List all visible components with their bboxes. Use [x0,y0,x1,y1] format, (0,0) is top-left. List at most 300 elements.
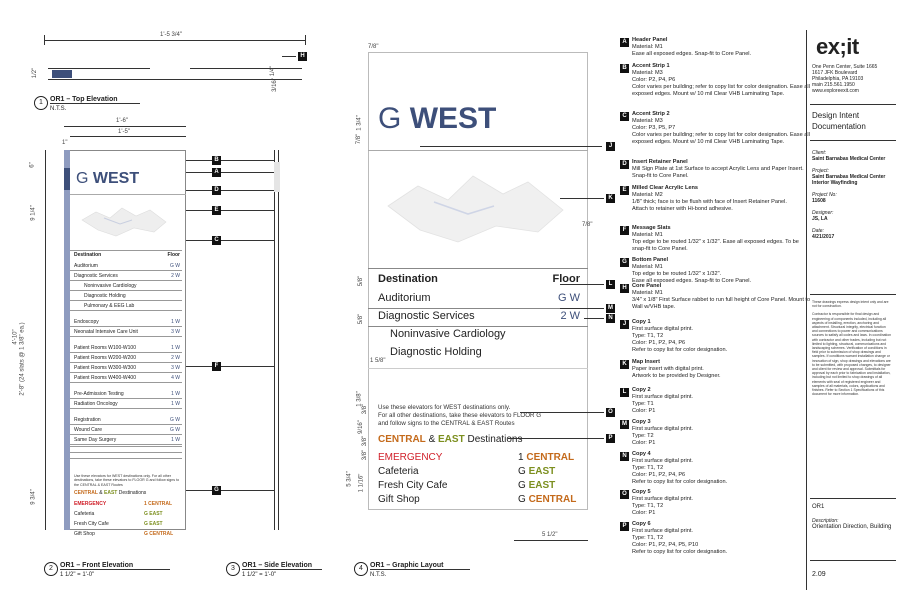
fe-row-name: Diagnostic Services [74,273,118,279]
callout-line-g [186,490,274,491]
sign-code: OR1 [812,504,825,510]
tag-m: M [608,305,613,311]
tag-c: C [212,236,221,245]
legend-item [632,159,812,180]
legend-tag: N [620,452,629,461]
fe-row-floor: 1 W [171,391,180,397]
legend-item [632,63,812,98]
divider [70,270,182,271]
gl-dim-e7: 5 3/4" [346,471,353,487]
fe-row [74,436,182,444]
divider [810,294,896,295]
central-label: CENTRAL [378,434,426,445]
callout-line-j [420,146,602,147]
tag-p: P [606,434,615,443]
fe-row [74,302,192,310]
legend-item-line: Mill Sign Plate at 1st Surface to accept Acrylic Lens and Paper Insert. Snap-fit to Core Panel. [632,166,804,179]
top-dim-right1: 1/4" [270,65,277,77]
fe-row [74,374,182,382]
fe-dim-top3: 1" [62,140,68,146]
legend-item-line: Refer to copy list for color designation. [632,347,728,353]
legend-item-line: Material: M2 [632,192,663,198]
top-plan-break [150,66,190,70]
fe-row-name: Patient Rooms W100-W100 [74,345,136,351]
gl-row [378,346,582,358]
top-plan-header-block [52,70,72,78]
divider [70,458,182,459]
tag-k: K [606,194,615,203]
gl-bottom-name: Gift Shop [378,494,420,505]
callout-line-f [186,366,274,367]
legend-item-line: Ease all exposed edges. Snap-fit to Core Panel. [632,51,752,57]
divider [70,372,182,373]
title-block-border [806,30,807,590]
gl-dim-left-small: 1 5/8" [370,358,386,364]
gl-dim-e3: 9/16" [357,420,364,434]
central-label: CENTRAL [74,490,98,496]
legend-item-line: Top edge to be routed 1/32" x 1/32". [632,271,722,277]
caption-scale: 1 1/2" = 1'-0" [242,572,277,578]
gl-row-name: Diagnostic Holding [390,346,482,358]
divider [70,382,182,383]
legend-tag: H [620,284,629,293]
gl-row-floor: 2 W [560,310,580,322]
gl-header [378,102,496,136]
legend-item-line: Type: T1 [632,401,654,407]
fe-row-floor: 3 W [171,329,180,335]
tag-o: O [606,408,615,417]
gl-header-letter: G [378,102,402,135]
side-panel-edge [278,150,279,530]
fe-row-floor: G W [170,417,180,423]
fe-bottom-row [74,520,182,528]
callout-line-a [186,172,274,173]
legend-item-title: Bottom Panel [632,257,669,263]
legend-item-line: Color: P1, P2, P4, P5, P10 [632,542,699,548]
fe-dim-v2: 9 1/4" [30,205,37,221]
fe-bottom-name: Fresh City Cafe [74,521,109,527]
gl-bottom-floor-num: 1 [518,452,524,463]
tag-f: F [212,362,221,371]
tag-g: G [212,486,221,495]
fe-row-floor: 3 W [171,365,180,371]
legend-item-line: Paper insert with digital print. [632,366,704,372]
legend-tag: O [620,490,629,499]
legend-item-line: Refer to copy list for color designation. [632,549,728,555]
divider [70,310,182,311]
tag-j: J [606,142,615,151]
legend-item-title: Accent Strip 2 [632,111,670,117]
fe-bottom-name: EMERGENCY [74,501,107,507]
legend-item-line: Type: T1, T2 [632,465,664,471]
fe-elevator-note: Use these elevators for WEST destinations only. For all other destinations, take these elevators to FLOOR G and follow signs to the CENTRAL & EAST Routes [74,474,180,487]
fe-row-floor: G W [170,263,180,269]
fe-row-floor: 4 W [171,375,180,381]
fe-row-floor: 1 W [171,319,180,325]
caption-scale: N.T.S. [50,106,67,112]
legend-item-line: 1/8" thick; face is to be flush with face of Insert Retainer Panel. [632,199,787,205]
gl-row-name: Diagnostic Services [378,310,475,322]
divider [368,308,588,309]
fe-bottom-floor: G EAST [144,511,163,517]
divider [368,368,588,369]
gl-bottom-name: EMERGENCY [378,452,443,463]
callout-line-d [186,190,274,191]
legend-item-line: Color: P1, P2, P4, P6 [632,340,686,346]
fe-accent-strip [64,150,70,530]
fe-row [74,426,182,434]
legend-item [632,225,812,253]
legend-item-line: Refer to copy list for color designation. [632,479,728,485]
fe-row-name: Same Day Surgery [74,437,117,443]
legend-item [632,185,812,213]
legend-item-line: Color: P2, P4, P6 [632,77,676,83]
gl-dim-top: 7/8" [368,44,379,50]
divider [70,326,182,327]
legend-item-line: Material: M3 [632,70,663,76]
gl-bottom-floor [518,494,576,505]
caption-number: 3 [226,562,240,576]
fe-row-name: Patient Rooms W400-W400 [74,375,136,381]
dim-line [514,540,588,541]
legend-item [632,319,812,354]
fe-row [74,292,192,300]
fe-row-floor: 2 W [171,355,180,361]
gl-bottom-floor [518,480,555,491]
gl-bottom-row [378,466,578,477]
legend-item-line: Artwork to be provided by Designer. [632,373,721,379]
caption-scale: N.T.S. [370,572,387,578]
legend-item-title: Milled Clear Acrylic Lens [632,185,699,191]
legend-item-title: Insert Retainer Panel [632,159,688,165]
callout-line-e [186,210,274,211]
gl-bottom-floor-word: CENTRAL [528,494,577,505]
fe-row-name: Pulmonary & EEG Lab [84,303,135,309]
disclaimer-2: Contractor is responsible for final design and engineering of components included, including all aspects of installing, erection, anchoring and attachment. Structural integrity, electrical function and connections to power and communications sources to satisfy all codes and laws. In coordination with contractor and other trades, including but not limited to lighting, structural, communications and landscaping schemes. Verification of conditions in field prior to submission of shop drawings and samples. If conditions warrant installation change or innovation of sign, shop drawings and elevations are to be submitted, with proposed changes, to designer and client for review and approval. Submittals for approval by each prior to fabrication and installation, including but not limited to shop drawings of all elements with seal of registered engineer and samples of all materials, colors, applications and finishes. Refer to Section 1 Specifications of this document for more information. [812,312,891,397]
legend-item-line: First surface digital print. [632,426,693,432]
address-line: main 215.561.1950 [812,82,855,88]
fe-row [74,364,182,372]
legend-item-line: Top edge to be routed 1/32" x 1/32". Ease all exposed edges. To be snap-fit to Core Panel. [632,239,799,252]
divider [70,290,182,291]
fe-row-floor: 1 W [171,345,180,351]
gl-dim-row2: 5/8" [358,313,365,325]
description-value: Orientation Direction, Building [812,524,892,530]
doc-type: Design Intent Documentation [812,111,866,131]
legend-item-line: Color: P3, P5, P7 [632,125,676,131]
fe-row-name: Noninvasive Cardiology [84,283,137,289]
dim-tick [305,35,306,45]
gl-bottom-name: Fresh City Cafe [378,480,448,491]
fe-row-floor: 2 W [171,273,180,279]
divider [810,104,896,105]
fe-bottom-name: Gift Shop [74,531,95,537]
fe-row-name: Pre-Admission Testing [74,391,124,397]
legend-item-line: First surface digital print. [632,496,693,502]
dim-line [64,126,186,127]
address-line: One Penn Center, Suite 1665 [812,64,878,70]
divider [810,498,896,499]
gl-dim-e2: 3/8" [362,403,369,415]
fe-row-name: Neonatal Intensive Care Unit [74,329,138,335]
fe-row [74,272,182,280]
legend-item-line: First surface digital print. [632,458,693,464]
project-info [812,150,892,240]
fe-row-floor: 1 W [171,401,180,407]
legend-item-line: Material: M1 [632,44,663,50]
date-label: Date: [812,228,824,234]
divider [810,140,896,141]
east-label: EAST [438,434,465,445]
legend-item-line: Material: M3 [632,118,663,124]
address-line: Philadelphia, PA 19103 [812,76,864,82]
gl-dim-e1: 1 3/8" [356,391,363,407]
caption-title: OR1 – Graphic Layout [370,562,470,570]
destinations-label: Destinations [467,434,523,445]
fe-bottom-floor: G EAST [144,521,163,527]
address-block [812,64,877,94]
divider [368,326,588,327]
divider [70,194,186,195]
fe-row [74,416,182,424]
callout-line-m [560,308,604,309]
caption-number: 4 [354,562,368,576]
disclaimer-1: These drawings express design intent only and are not for construction. [812,300,889,309]
fe-row [74,318,182,326]
caption-title: OR1 – Front Elevation [60,562,170,570]
divider [70,280,182,281]
gl-elevator-note [378,404,541,428]
callout-line-l [560,284,604,285]
address-line: 1617 JFK Boulevard [812,70,858,76]
gl-col-destination: Destination [378,273,438,285]
gl-bottom-floor-num: G [518,466,526,477]
fe-bottom-row [74,500,182,508]
tag-n: N [606,314,615,323]
fe-dim-v3: 4'-10" [12,329,19,345]
legend-item-line: Material: M1 [632,232,663,238]
legend-item-line: Material: M1 [632,290,663,296]
legend-tag: E [620,186,629,195]
legend-item-title: Map Insert [632,359,660,365]
divider [70,300,182,301]
legend-item-title: Message Slats [632,225,671,231]
legend-item-line: Ease all exposed edges. Snap-fit to Core Panel. [632,278,752,284]
gl-bottom-floor-num: G [518,480,526,491]
fe-col-header [74,251,182,259]
gl-central-east-line [378,434,523,445]
callout-line-p [508,438,604,439]
legend-item-line: Type: T1, T2 [632,333,664,339]
gl-note-line-1: Use these elevators for WEST destinations only. [378,404,511,411]
legend-tag: B [620,64,629,73]
gl-dim-e5: 3/8" [362,449,369,461]
gl-row [378,292,582,304]
gl-bottom-row [378,452,578,463]
gl-bottom-row [378,480,578,491]
legend-item-line: Color: P1 [632,408,656,414]
destinations-label: Destinations [118,490,147,496]
legend-item [632,111,812,146]
project-no-value: 11608 [812,198,826,204]
fe-row [74,328,182,336]
fe-bottom-floor: 1 CENTRAL [144,501,173,507]
callout-line-h [282,56,296,57]
tag-h: H [298,52,307,61]
legend-item [632,451,812,486]
caption-title: OR1 – Side Elevation [242,562,322,570]
legend-item-title: Header Panel [632,37,668,43]
legend-item [632,359,812,380]
legend-tag: C [620,112,629,121]
legend-item-line: First surface digital print. [632,394,693,400]
legend-item-line: First surface digital print. [632,528,693,534]
dim-line [44,40,306,41]
fe-row [74,282,192,290]
fe-row [74,262,182,270]
side-panel-edge [274,150,275,530]
fe-row-name: Wound Care [74,427,102,433]
divider [368,150,588,151]
legend-item-line: Material: M1 [632,264,663,270]
fe-row-name: Patient Rooms W300-W300 [74,365,136,371]
gl-row [378,328,582,340]
gl-dim-row1: 5/8" [358,275,365,287]
gl-bottom-floor-num: G [518,494,526,505]
fe-row-floor: G W [170,427,180,433]
gl-bottom-row [378,494,578,505]
divider [368,268,588,269]
fe-col-floor: Floor [167,252,180,258]
gl-row [378,310,582,322]
legend-tag: D [620,160,629,169]
side-header-profile [274,162,280,192]
legend-item [632,387,812,415]
legend-item [632,283,812,311]
legend-item-line: Color varies per building; refer to copy list for color designation. Ease all exposed edges. Mount w/ 10 mil Clear VHB Laminating Tape. [632,84,810,97]
callout-line-n [584,318,604,319]
legend-tag: G [620,258,629,267]
tag-l: L [606,280,615,289]
divider [70,434,182,435]
divider [70,352,182,353]
description-label: Description: [812,518,839,524]
gl-dim-v1: 1 3/4" [356,115,363,131]
fe-row [74,354,182,362]
fe-row-name: Endoscopy [74,319,99,325]
fe-central-east-line [74,490,146,496]
caption-number: 2 [44,562,58,576]
legend-item-line: Type: T1, T2 [632,535,664,541]
top-width-dim: 1'-5 3/4" [160,32,182,38]
tag-d: D [212,186,221,195]
fe-map-insert [76,198,176,242]
client-value: Saint Barnabas Medical Center [812,156,886,162]
fe-dim-top1: 1'-6" [116,118,128,124]
legend-item-line: Color varies per building; refer to copy list for color designation. Ease all exposed edges. Mount w/ 10 mil Clear VHB Laminating Tape. [632,132,810,145]
legend-item-line: Type: T2 [632,433,654,439]
fe-dim-v5: 9 3/4" [30,489,37,505]
callout-line-o [520,412,604,413]
project-value: Saint Barnabas Medical Center Interior Wayfinding [812,174,886,186]
gl-bottom-floor-word: EAST [528,466,556,477]
legend-item-title: Copy 3 [632,419,651,425]
gl-row-name: Noninvasive Cardiology [390,328,506,340]
dim-tick [44,35,45,45]
fe-row-name: Auditorium [74,263,98,269]
legend-item-line: Color: P1 [632,440,656,446]
fe-header-letter: G [76,170,89,187]
fe-row-name: Radiation Oncology [74,401,118,407]
gl-map-insert [378,156,578,256]
fe-header-word: WEST [92,170,140,187]
top-dim-right2: 3/16" [271,78,278,92]
legend-item-title: Accent Strip 1 [632,63,670,69]
legend-item-line: Type: T1, T2 [632,503,664,509]
designer-label: Designer: [812,210,834,216]
gl-bottom-floor-word: CENTRAL [526,452,575,463]
east-label: EAST [104,490,118,496]
divider [70,336,182,337]
callout-line-b [186,160,274,161]
logo: ex;it [816,34,859,59]
dim-line-vertical [45,150,46,530]
legend-tag: M [622,421,627,427]
gl-note-line-3: and follow signs to the CENTRAL & EAST Routes [378,420,515,427]
divider [70,408,182,409]
divider [810,560,896,561]
gl-row-floor: G W [558,292,580,304]
gl-col-header [378,273,582,285]
date-value: 4/21/2017 [812,234,835,240]
fe-row-name: Diagnostic Holding [84,293,126,299]
fe-col-destination: Destination [74,252,102,258]
amp-label: & [428,434,436,445]
amp-label: & [99,490,103,496]
tag-a: A [212,168,221,177]
legend-tag: K [620,360,629,369]
legend-item-line: Color: P1 [632,510,656,516]
legend-item-title: Copy 5 [632,489,651,495]
legend-item [632,419,812,447]
fe-dim-v4: 2'-8" (24 slats @ 1 3/8" ea.) [19,322,26,396]
project-no-label: Project No: [812,192,837,198]
sheet-number: 2.09 [812,571,826,578]
fe-row-floor: 1 W [171,437,180,443]
gl-dim-e4: 3/8" [362,435,369,447]
fe-bottom-name: Cafeteria [74,511,95,517]
fe-dim-top2: 1'-5" [118,129,130,135]
divider [70,446,182,447]
divider [70,398,182,399]
legend-item-line: 3/4" x 1/8" First Surface rabbet to run full height of Core Panel. Mount to Wall w/VHB tape. [632,297,811,310]
legend-tag: L [620,388,629,397]
callout-line-k [560,198,604,199]
tag-b: B [212,156,221,165]
legend-item-line: First surface digital print. [632,326,693,332]
legend-item [632,489,812,517]
legend-item-title: Copy 1 [632,319,651,325]
legend-item [632,257,812,285]
legend-tag: J [620,320,629,329]
gl-bottom-floor-word: EAST [528,480,556,491]
fe-row [74,344,182,352]
address-line: www.exploreexit.com [812,88,859,94]
callout-line-c [186,240,274,241]
divider [70,362,182,363]
fe-bottom-row [74,530,182,538]
fe-bottom-row [74,510,182,518]
